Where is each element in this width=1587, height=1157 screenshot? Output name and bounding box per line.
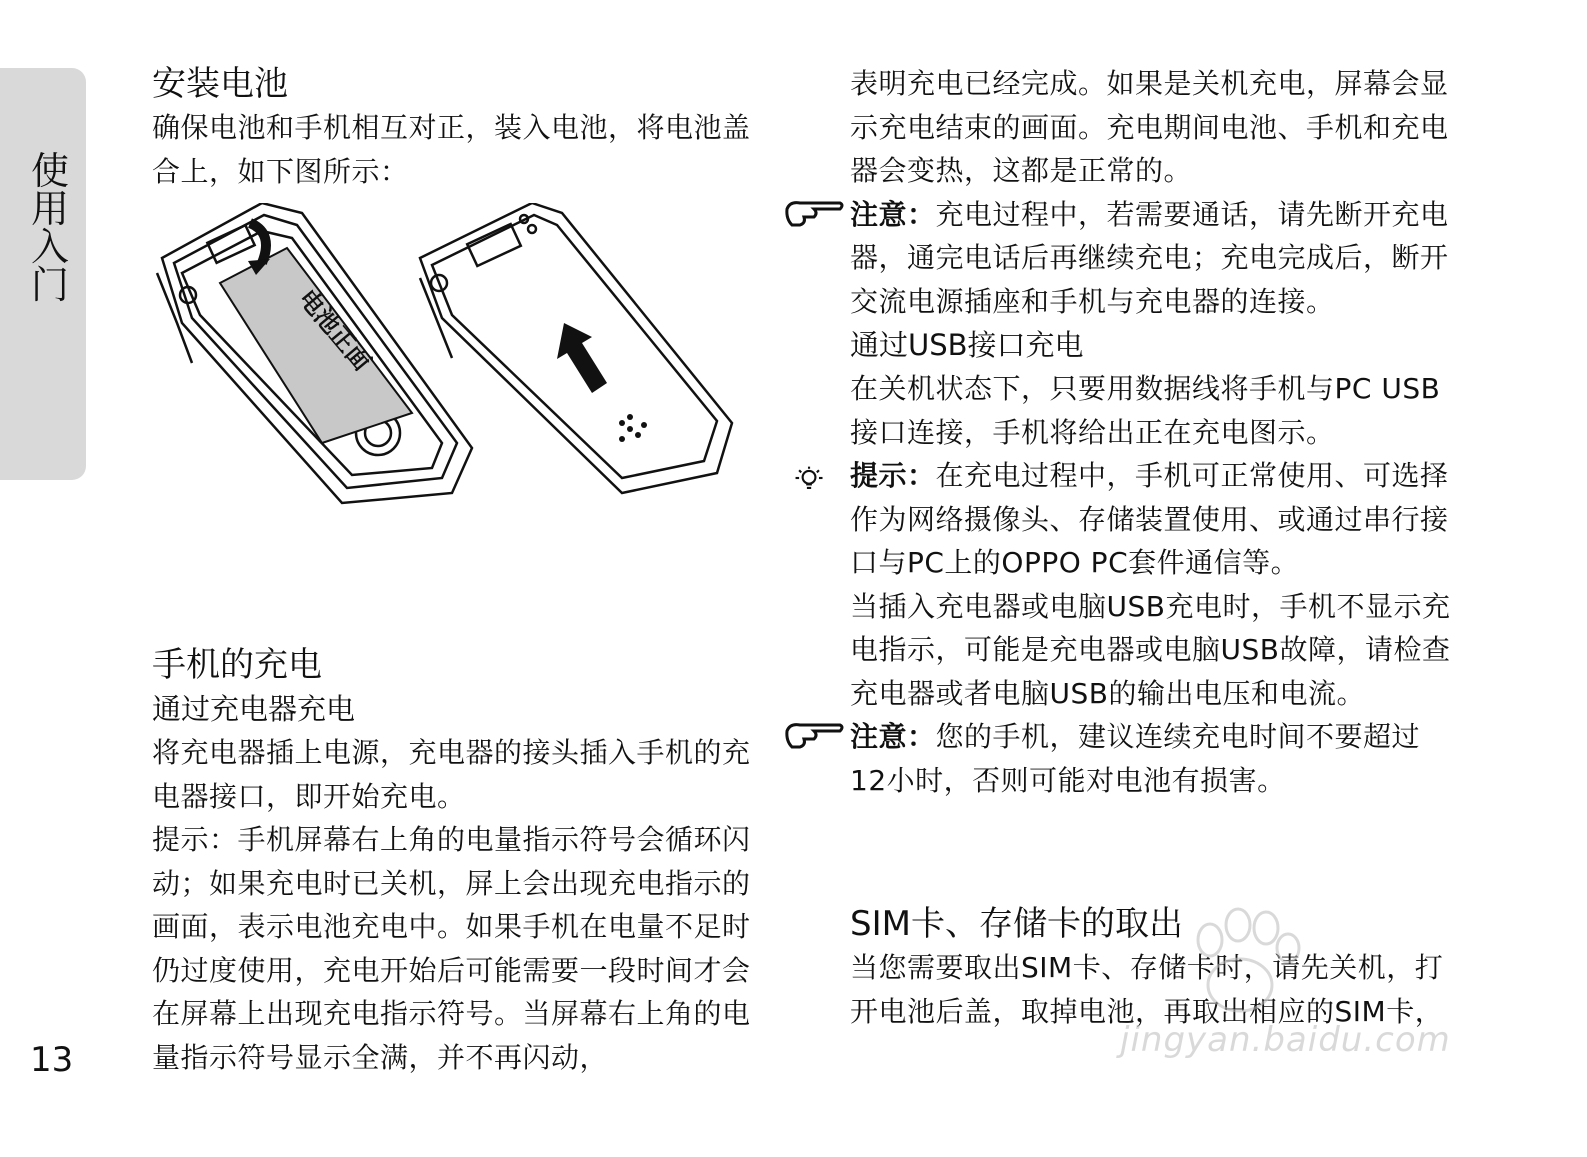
note-text: 您的手机，建议连续充电时间不要超过12小时，否则可能对电池有损害。 bbox=[850, 720, 1421, 797]
usb-charge-text: 在关机状态下，只要用数据线将手机与PC USB接口连接，手机将给出正在充电图示。 bbox=[850, 372, 1441, 449]
usb-charge-subtitle: 通过USB接口充电 bbox=[850, 328, 1084, 362]
watermark-text: jingyan.baidu.com bbox=[1120, 1020, 1451, 1060]
charging-title: 手机的充电 bbox=[152, 645, 322, 685]
note-text: 充电过程中，若需要通话，请先断开充电器，通完电话后再继续充电；充电完成后，断开交流电源插座和手机与充电器的连接。 bbox=[850, 197, 1449, 318]
chapter-char: 入 bbox=[30, 225, 69, 269]
install-battery-text: 确保电池和手机相互对正，装入电池，将电池盖合上，如下图所示： bbox=[152, 111, 751, 188]
note-block-2 bbox=[850, 715, 1455, 802]
slide-arrow-icon bbox=[557, 323, 607, 393]
chapter-char: 用 bbox=[30, 187, 69, 231]
chapter-tab bbox=[0, 68, 86, 480]
chapter-char: 使 bbox=[30, 149, 69, 193]
pointing-hand-icon bbox=[784, 197, 846, 231]
tip-label: 提示： bbox=[850, 459, 936, 492]
charger-subtitle: 通过充电器充电 bbox=[152, 692, 356, 726]
phone-illustration bbox=[152, 203, 762, 533]
note-block-1 bbox=[850, 193, 1455, 324]
tip-text: 在充电过程中，手机可正常使用、可选择作为网络摄像头、存储装置使用、或通过串行接口与PC上的OPPO PC套件通信等。 bbox=[850, 459, 1449, 579]
right-column bbox=[850, 62, 1455, 1033]
note-label: 注意： bbox=[850, 197, 936, 231]
left-column bbox=[152, 62, 762, 1079]
hint-text: 提示：手机屏幕右上角的电量指示符号会循环闪动；如果充电时已关机，屏上会出现充电指示的画面，表示电池充电中。如果手机在电量不足时仍过度使用，充电开始后可能需要一段时间才会在屏幕上出现充电指示符号。当屏幕右上角的电量指示符号显示全满，并不再闪动， bbox=[152, 823, 751, 1074]
battery-install-figure bbox=[152, 203, 762, 533]
charger-text: 将充电器插上电源，充电器的接头插入手机的充电器接口，即开始充电。 bbox=[152, 736, 751, 813]
charge-complete-text: 表明充电已经完成。如果是关机充电，屏幕会显示充电结束的画面。充电期间电池、手机和充电器会变热，这都是正常的。 bbox=[850, 67, 1449, 187]
sim-removal-title: SIM卡、存储卡的取出 bbox=[850, 904, 1183, 944]
install-battery-title: 安装电池 bbox=[152, 64, 288, 104]
battery-label: 电池正面 bbox=[293, 284, 377, 377]
brand-dots-icon bbox=[619, 414, 647, 442]
chapter-char: 门 bbox=[30, 263, 69, 307]
page-number: 13 bbox=[30, 1040, 74, 1080]
pointing-hand-icon bbox=[784, 719, 846, 753]
tip-text-2: 当插入充电器或电脑USB充电时，手机不显示充电指示，可能是充电器或电脑USB故障，请检查充电器或者电脑USB的输出电压和电流。 bbox=[850, 589, 1451, 710]
note-label: 注意： bbox=[850, 720, 936, 753]
tip-block bbox=[850, 454, 1455, 585]
battery-shape bbox=[220, 248, 412, 443]
chapter-tab-label bbox=[26, 149, 74, 307]
sim-removal-text: 当您需要取出SIM卡、存储卡时，请先关机，打开电池后盖，取掉电池，再取出相应的SIM卡， bbox=[850, 951, 1444, 1028]
lightbulb-icon bbox=[792, 458, 836, 498]
